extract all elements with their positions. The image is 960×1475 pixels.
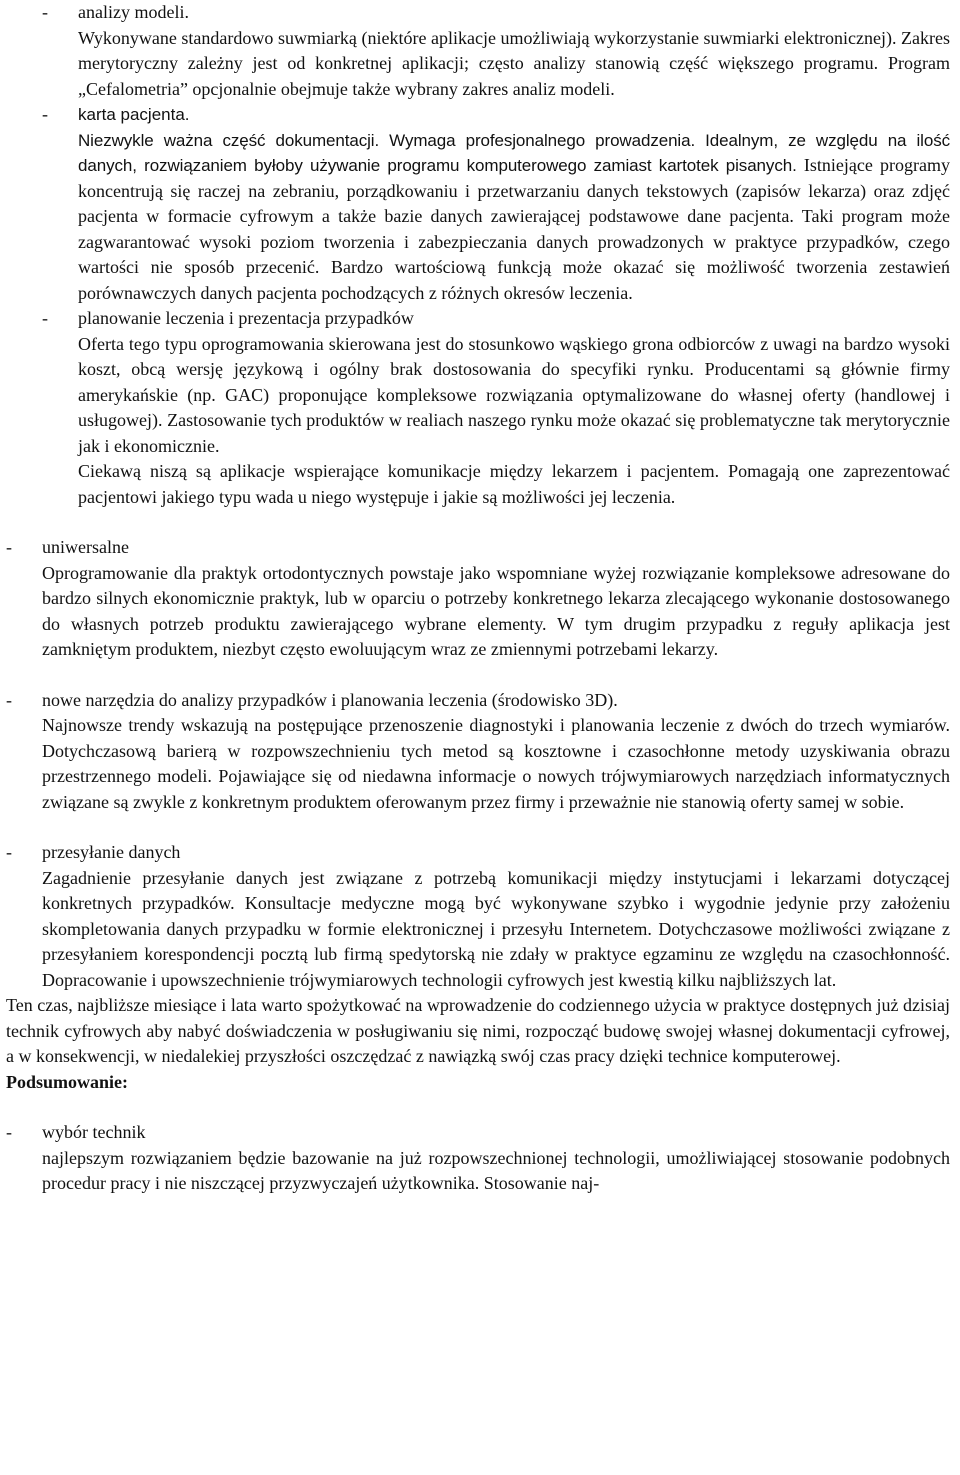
closing-paragraph: Ten czas, najbliższe miesiące i lata warto spożytkować na wprowadzenie do codziennego użycia w praktyce dostępnych już dzisiaj technik cyfrowych aby nabyć doświadczenia w posługiwaniu się nimi, rozpocząć budowę swojej własnej dokumentacji cyfrowej, a w konsekwencji, w niedalekiej przyszłości oszczędzać z nawiązką swój czas pracy dzięki technice komputerowej. (6, 995, 950, 1066)
list-item-nowe-narzedzia (6, 688, 950, 816)
document-page (6, 0, 950, 1197)
list-item-title: nowe narzędzia do analizy przypadków i planowania leczenia (środowisko 3D). (42, 689, 618, 710)
list-item-uniwersalne (6, 535, 950, 663)
list-item-title: karta pacjenta. (78, 105, 190, 124)
paragraph-serif-part: Istniejące programy koncentrują się raczej na zebraniu, porządkowaniu i przetwarzaniu danych tekstowych (zapisów lekarza) oraz zdjęć pacjenta w formacie cyfrowym a także bazie danych zawierającej podstawowe dane pacjenta. Taki program może zagwarantować wysoki poziom tworzenia i zabezpieczania danych prowadzonych w praktyce przypadków, czego wartości nie sposób przecenić. Bardzo wartościową funkcją może okazać się możliwość tworzenia zestawień porównawczych danych pacjenta pochodzących z różnych okresów leczenia. (78, 155, 951, 303)
list-item-body (42, 561, 950, 663)
list-item-body (78, 128, 950, 307)
paragraph: Najnowsze trendy wskazują na postępujące przenoszenie diagnostyki i planowania leczenie z dwóch do trzech wymiarów. Dotychczasową barierą w rozpowszechnieniu tych metod są kosztowne i czasochłonne metody uzyskiwania obrazu przestrzennego modeli. Pojawiające się od niedawna informacje o nowych trójwymiarowych narzędziach informatycznych związane są zwykle z konkretnym produktem oferowanym przez firmy i przeważnie nie stanowią oferty samej w sobie. (42, 715, 950, 812)
list-item-title: uniwersalne (42, 537, 129, 557)
list-item-title: przesyłanie danych (42, 842, 181, 862)
paragraph (78, 128, 950, 307)
bullet-dash: - (42, 308, 48, 328)
bullet-dash: - (42, 2, 48, 22)
bullet-dash: - (6, 689, 12, 710)
list-item-body (78, 332, 950, 511)
list-item-karta-pacjenta (6, 102, 950, 306)
bullet-dash: - (6, 842, 12, 862)
list-item-title: analizy modeli. (78, 2, 189, 22)
list-item-body (78, 26, 950, 103)
list-item-body (42, 866, 950, 994)
paragraph: Zagadnienie przesyłanie danych jest związane z potrzebą komunikacji między instytucjami i lekarzami dotyczącej konkretnych przypadków. Konsultacje medyczne mogą być wykonywane szybko i wygodnie jedynie przy założeniu skompletowania danych przypadku w formie elektronicznej i przesyłu Internetem. Dotychczasowe możliwości związane z przesyłaniem korespondencji pocztą lub firmą spedytorską nie zdały w praktyce egzaminu ze względu na czasochłonność. Dopracowanie i upowszechnienie trójwymiarowych technologii cyfrowych jest kwestią kilku najbliższych lat. (42, 867, 950, 990)
paragraph: najlepszym rozwiązaniem będzie bazowanie na już rozpowszechnionej technologii, umożliwiającej stosowanie podobnych procedur pracy i nie niszczącej przyzwyczajeń użytkownika. Stosowanie naj- (42, 1147, 950, 1193)
paragraph: Oferta tego typu oprogramowania skierowana jest do stosunkowo wąskiego grona odbiorców z uwagi na bardzo wysoki koszt, obcą wersję językową i ogólny brak dostosowania do specyfiki rynku. Producentami są głównie firmy amerykańskie (np. GAC) proponujące kompleksowe rozwiązania optymalizowane do własnej oferty (handlowej i usługowej). Zastosowanie tych produktów w realiach naszego rynku może okazać się problematyczne tak merytorycznie jak i ekonomicznie. (78, 333, 950, 456)
list-item-body (42, 1146, 950, 1197)
bullet-dash: - (6, 537, 12, 557)
paragraph: Wykonywane standardowo suwmiarką (niektóre aplikacje umożliwiają wykorzystanie suwmiarki elektronicznej). Zakres merytoryczny zależny jest od konkretnej aplikacji; często analizy stanowią część większego programu. Program „Cefalometria” opcjonalnie obejmuje także wybrany zakres analiz modeli. (78, 27, 950, 99)
list-item-analizy-modeli (6, 0, 950, 102)
paragraph: Oprogramowanie dla praktyk ortodontycznych powstaje jako wspomniane wyżej rozwiązanie kompleksowe adresowane do bardzo silnych ekonomicznie praktyk, lub w oparciu o potrzeby konkretnego lekarza zlecającego wykonanie dostosowanego do własnych potrzeb produktu zawierającego wybrane elementy. W tym drugim przypadku z reguły aplikacja jest zamkniętym produktem, niezbyt często ewoluującym wraz ze zmiennymi potrzebami lekarzy. (42, 562, 950, 659)
list-item-planowanie-leczenia (6, 306, 950, 510)
paragraph-sans-part: Niezwykle ważna część dokumentacji. Wymaga profesjonalnego prowadzenia. Idealnym, ze względu na ilość danych, rozwiązaniem byłoby używanie programu komputerowego zamiast kartotek pisanych. (78, 130, 950, 175)
paragraph: Ciekawą niszą są aplikacje wspierające komunikacje między lekarzem i pacjentem. Pomagają one zaprezentować pacjentowi jakiego typu wada u niego występuje i jakie są możliwości jej leczenia. (78, 461, 950, 507)
list-item-wybor-technik (6, 1120, 950, 1197)
list-item-przesylanie-danych (6, 840, 950, 993)
bullet-dash: - (6, 1122, 12, 1142)
section-heading-podsumowanie: Podsumowanie: (6, 1071, 129, 1092)
list-item-title: planowanie leczenia i prezentacja przypadków (78, 308, 414, 328)
list-item-title: wybór technik (42, 1122, 146, 1142)
bullet-dash: - (42, 104, 48, 124)
list-item-body (42, 713, 950, 815)
